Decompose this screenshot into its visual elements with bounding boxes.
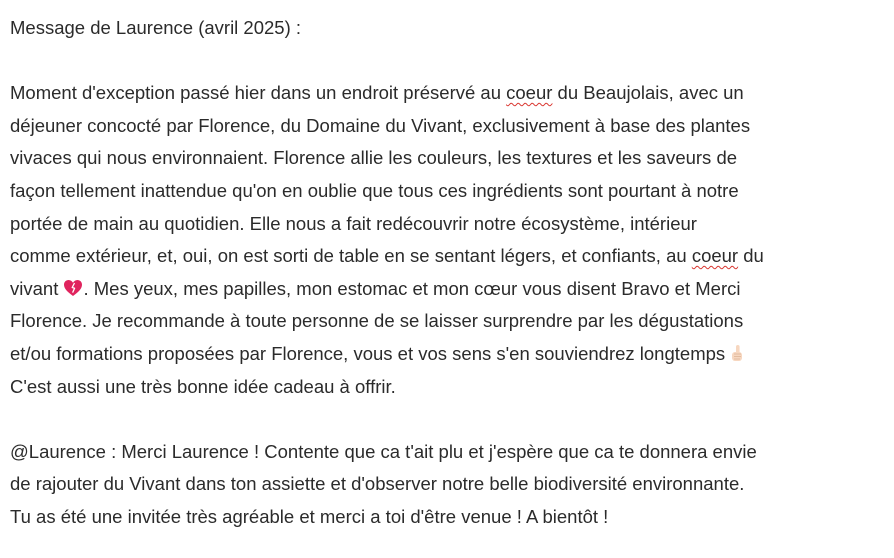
message-line: Florence. Je recommande à toute personne de se laisser surprendre par les dégustations bbox=[10, 310, 744, 332]
thumbs-up-hand-icon bbox=[729, 344, 747, 362]
message-line: portée de main au quotidien. Elle nous a fait redécouvrir notre écosystème, intérieur bbox=[10, 212, 697, 234]
testimonial-document bbox=[10, 12, 886, 534]
message-line: façon tellement inattendue qu'on en oublie que tous ces ingrédients sont pourtant à notre bbox=[10, 179, 739, 201]
reply-line: Tu as été une invitée très agréable et merci a toi d'être venue ! A bientôt ! bbox=[10, 505, 609, 527]
message-line: déjeuner concocté par Florence, du Domaine du Vivant, exclusivement à base des plantes bbox=[10, 114, 751, 136]
message-header: Message de Laurence (avril 2025) : bbox=[10, 17, 302, 38]
message-line: Moment d'exception passé hier dans un endroit préservé au coeur du Beaujolais, avec un bbox=[10, 82, 744, 104]
reply-line: de rajouter du Vivant dans ton assiette et d'observer notre belle biodiversité environnante. bbox=[10, 473, 745, 495]
message-line: C'est aussi une très bonne idée cadeau à offrir. bbox=[10, 375, 396, 397]
message-line: vivaces qui nous environnaient. Florence allie les couleurs, les textures et les saveurs de bbox=[10, 147, 738, 169]
heart-icon bbox=[63, 279, 83, 297]
customer-message bbox=[10, 77, 886, 403]
spacer bbox=[10, 403, 886, 436]
misspelled-word: coeur bbox=[691, 245, 739, 267]
message-line: et/ou formations proposées par Florence, vous et vos sens s'en souviendrez longtemps bbox=[10, 338, 886, 371]
spacer bbox=[10, 45, 886, 78]
message-line: comme extérieur, et, oui, on est sorti de table en se sentant légers, et confiants, au coeur du bbox=[10, 245, 764, 267]
reply-line: @Laurence : Merci Laurence ! Contente que ca t'ait plu et j'espère que ca te donnera envie bbox=[10, 440, 757, 462]
owner-reply bbox=[10, 436, 886, 534]
misspelled-word: coeur bbox=[506, 82, 553, 104]
message-line: vivant . Mes yeux, mes papilles, mon estomac et mon cœur vous disent Bravo et Merci bbox=[10, 277, 741, 299]
